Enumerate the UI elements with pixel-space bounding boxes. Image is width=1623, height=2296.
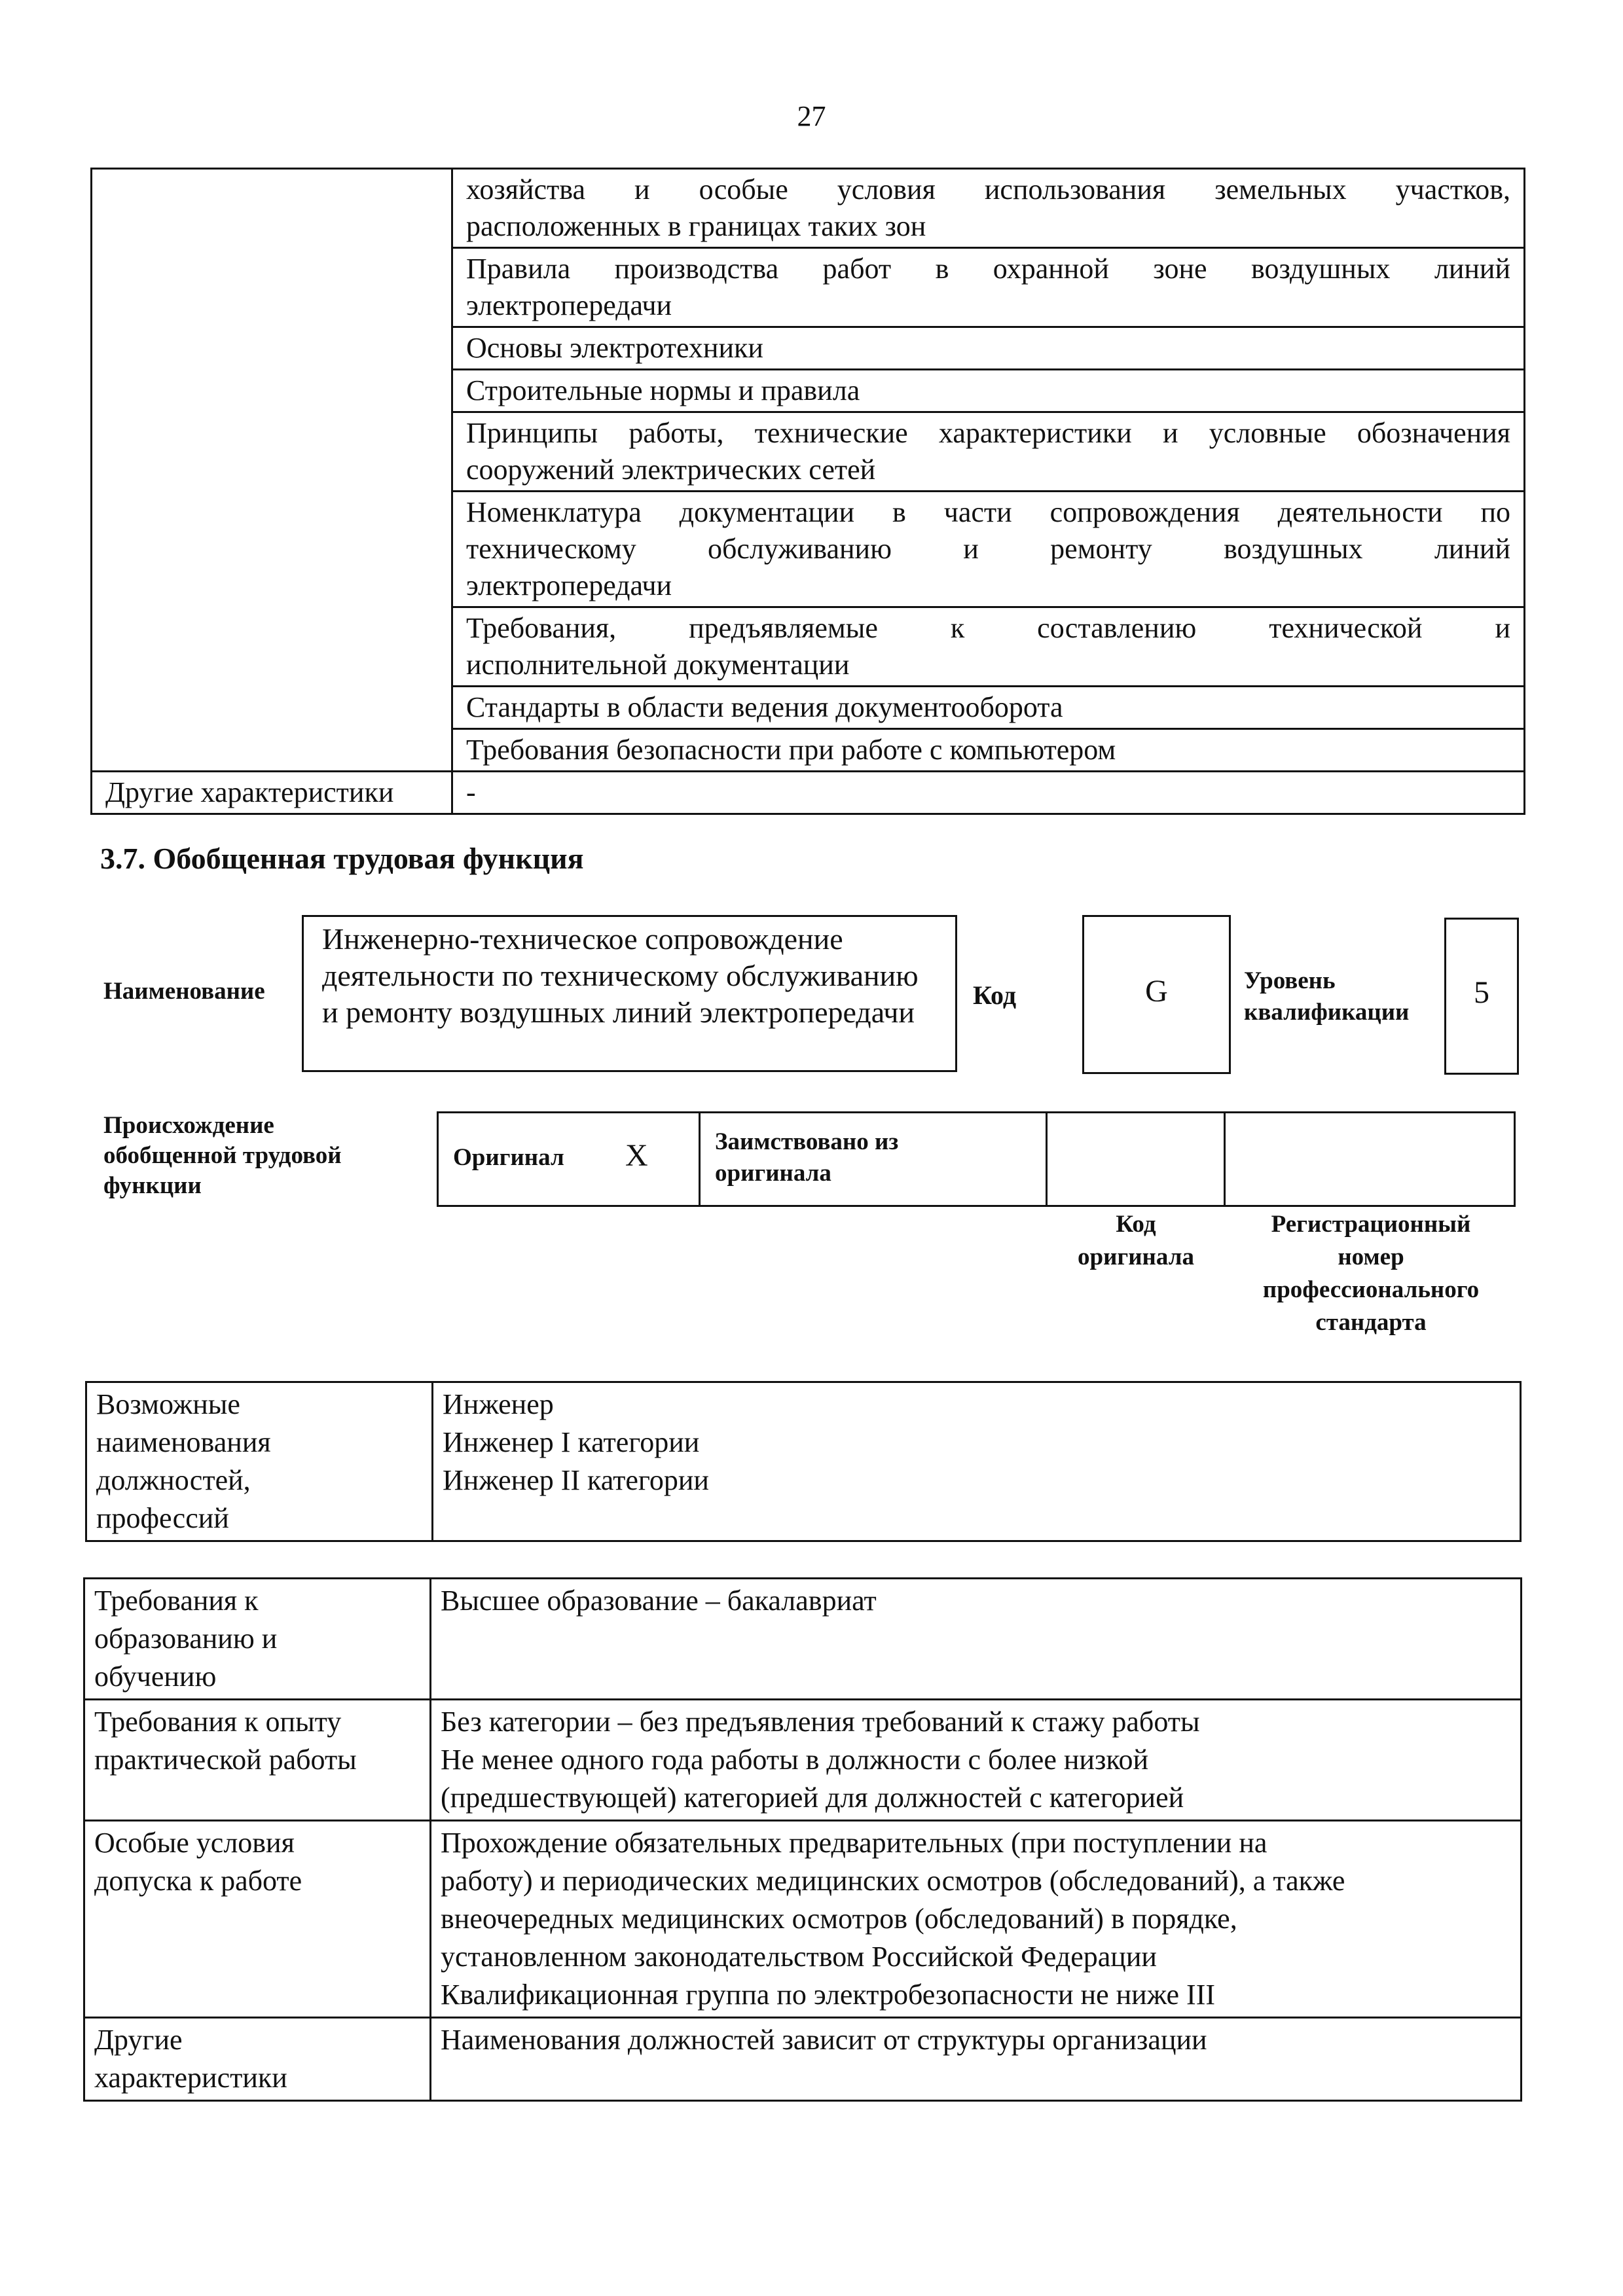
origin-divider (1224, 1111, 1226, 1207)
level-value: 5 (1474, 975, 1489, 1010)
position-name: Инженер II категории (443, 1464, 709, 1496)
requirement-value (431, 1821, 1522, 2018)
requirement-label-line: допуска к работе (94, 1865, 302, 1897)
requirement-value-line: (предшествующей) категорией для должностей с категорией (441, 1782, 1184, 1814)
page-number: 27 (797, 100, 826, 132)
requirements-table (83, 1577, 1522, 2102)
origin-table (437, 1111, 1516, 1207)
requirement-value-line: Прохождение обязательных предварительных (при поступлении на (441, 1827, 1267, 1859)
table-row (92, 772, 1525, 814)
position-name: Инженер (443, 1388, 554, 1420)
requirement-label-line: обучению (94, 1660, 217, 1693)
requirement-label-line: характеристики (94, 2062, 287, 2094)
positions-label-line: профессий (96, 1502, 229, 1534)
positions-values (433, 1382, 1521, 1541)
caption-reg-line: стандарта (1315, 1309, 1427, 1336)
requirement-value (431, 1700, 1522, 1821)
positions-label-line: Возможные (96, 1388, 240, 1420)
name-value-box (302, 915, 957, 1072)
origin-label-line: Происхождение (103, 1112, 274, 1139)
requirement-value-line: Наименования должностей зависит от структуры организации (441, 2024, 1207, 2056)
original-label: Оригинал (453, 1144, 564, 1171)
level-box (1444, 918, 1519, 1075)
other-characteristics-value: - (452, 772, 1525, 814)
requirement-label-line: Особые условия (94, 1827, 295, 1859)
borrowed-label-line: Заимствовано из (715, 1128, 899, 1155)
caption-reg-line: номер (1338, 1244, 1404, 1270)
requirement-value-line: установленном законодательством Российской Федерации (441, 1941, 1157, 1973)
knowledge-cell (452, 492, 1525, 607)
knowledge-cell (452, 729, 1525, 772)
code-label: Код (973, 980, 1017, 1010)
table-row (92, 169, 1525, 248)
requirement-value (431, 2018, 1522, 2101)
borrowed-label-line: оригинала (715, 1160, 831, 1187)
level-label-line: Уровень (1244, 967, 1336, 994)
knowledge-line: хозяйства и особые условия использования земельных участков, (466, 173, 1510, 206)
level-label-line: квалификации (1244, 999, 1410, 1026)
table-row (84, 2018, 1522, 2101)
table-row (84, 1700, 1522, 1821)
caption-code-line: оригинала (1078, 1244, 1194, 1270)
knowledge-table (90, 168, 1525, 815)
original-mark: X (625, 1138, 648, 1173)
knowledge-cell (452, 412, 1525, 492)
code-box (1082, 915, 1231, 1074)
requirement-label-line: Требования к (94, 1585, 259, 1617)
other-characteristics-label: Другие характеристики (92, 772, 452, 814)
knowledge-line: Требования, предъявляемые к составлению технической и (466, 612, 1510, 644)
positions-label-line: наименования (96, 1426, 271, 1458)
name-label: Наименование (103, 978, 265, 1005)
table-row (84, 1821, 1522, 2018)
positions-label-line: должностей, (96, 1464, 251, 1496)
requirement-label (84, 1821, 431, 2018)
knowledge-line: Стандарты в области ведения документооборота (466, 691, 1063, 723)
knowledge-line: сооружений электрических сетей (466, 454, 876, 486)
requirement-label-line: практической работы (94, 1744, 357, 1776)
knowledge-cell (452, 169, 1525, 248)
knowledge-line: Номенклатура документации в части сопровождения деятельности по (466, 496, 1510, 528)
positions-label (86, 1382, 433, 1541)
knowledge-cell (452, 370, 1525, 412)
knowledge-line: Принципы работы, технические характеристики и условные обозначения (466, 417, 1510, 449)
requirement-label-line: образованию и (94, 1623, 278, 1655)
table-row (84, 1579, 1522, 1700)
knowledge-line: Строительные нормы и правила (466, 374, 860, 406)
origin-divider (1046, 1111, 1048, 1207)
knowledge-cell (452, 248, 1525, 327)
knowledge-line: электропередачи (466, 569, 672, 601)
knowledge-line: Основы электротехники (466, 332, 763, 364)
requirement-value (431, 1579, 1522, 1700)
section-title: 3.7. Обобщенная трудовая функция (100, 842, 584, 875)
requirement-label (84, 1700, 431, 1821)
positions-table (85, 1381, 1522, 1542)
requirement-value-line: Без категории – без предъявления требований к стажу работы (441, 1706, 1200, 1738)
position-name: Инженер I категории (443, 1426, 700, 1458)
requirement-value-line: Высшее образование – бакалавриат (441, 1585, 877, 1617)
knowledge-line: Требования безопасности при работе с компьютером (466, 734, 1116, 766)
caption-reg-line: Регистрационный (1271, 1211, 1471, 1238)
name-value: Инженерно-техническое сопровождение деятельности по техническому обслуживанию и ремонту воздушных линий электропередачи (322, 922, 919, 1029)
knowledge-line: расположенных в границах таких зон (466, 210, 926, 242)
requirement-label (84, 2018, 431, 2101)
knowledge-line: электропередачи (466, 289, 672, 321)
requirement-label-line: Другие (94, 2024, 183, 2056)
knowledge-cell (452, 327, 1525, 370)
requirement-label-line: Требования к опыту (94, 1706, 342, 1738)
knowledge-line: техническому обслуживанию и ремонту воздушных линий (466, 533, 1510, 565)
table-row (86, 1382, 1521, 1541)
code-value: G (1145, 974, 1168, 1009)
knowledge-line: исполнительной документации (466, 649, 850, 681)
empty-label-cell (92, 169, 452, 772)
requirement-value-line: работу) и периодических медицинских осмотров (обследований), а также (441, 1865, 1345, 1897)
origin-label-line: функции (103, 1172, 202, 1199)
origin-divider (699, 1111, 701, 1207)
knowledge-cell (452, 607, 1525, 687)
requirement-value-line: Не менее одного года работы в должности с более низкой (441, 1744, 1149, 1776)
caption-code-line: Код (1116, 1211, 1156, 1238)
origin-label-line: обобщенной трудовой (103, 1142, 342, 1169)
knowledge-cell (452, 687, 1525, 729)
requirement-value-line: внеочередных медицинских осмотров (обследований) в порядке, (441, 1903, 1237, 1935)
requirement-label (84, 1579, 431, 1700)
requirement-value-line: Квалификационная группа по электробезопасности не ниже III (441, 1979, 1216, 2011)
knowledge-line: Правила производства работ в охранной зоне воздушных линий (466, 253, 1510, 285)
caption-reg-line: профессионального (1262, 1276, 1480, 1303)
